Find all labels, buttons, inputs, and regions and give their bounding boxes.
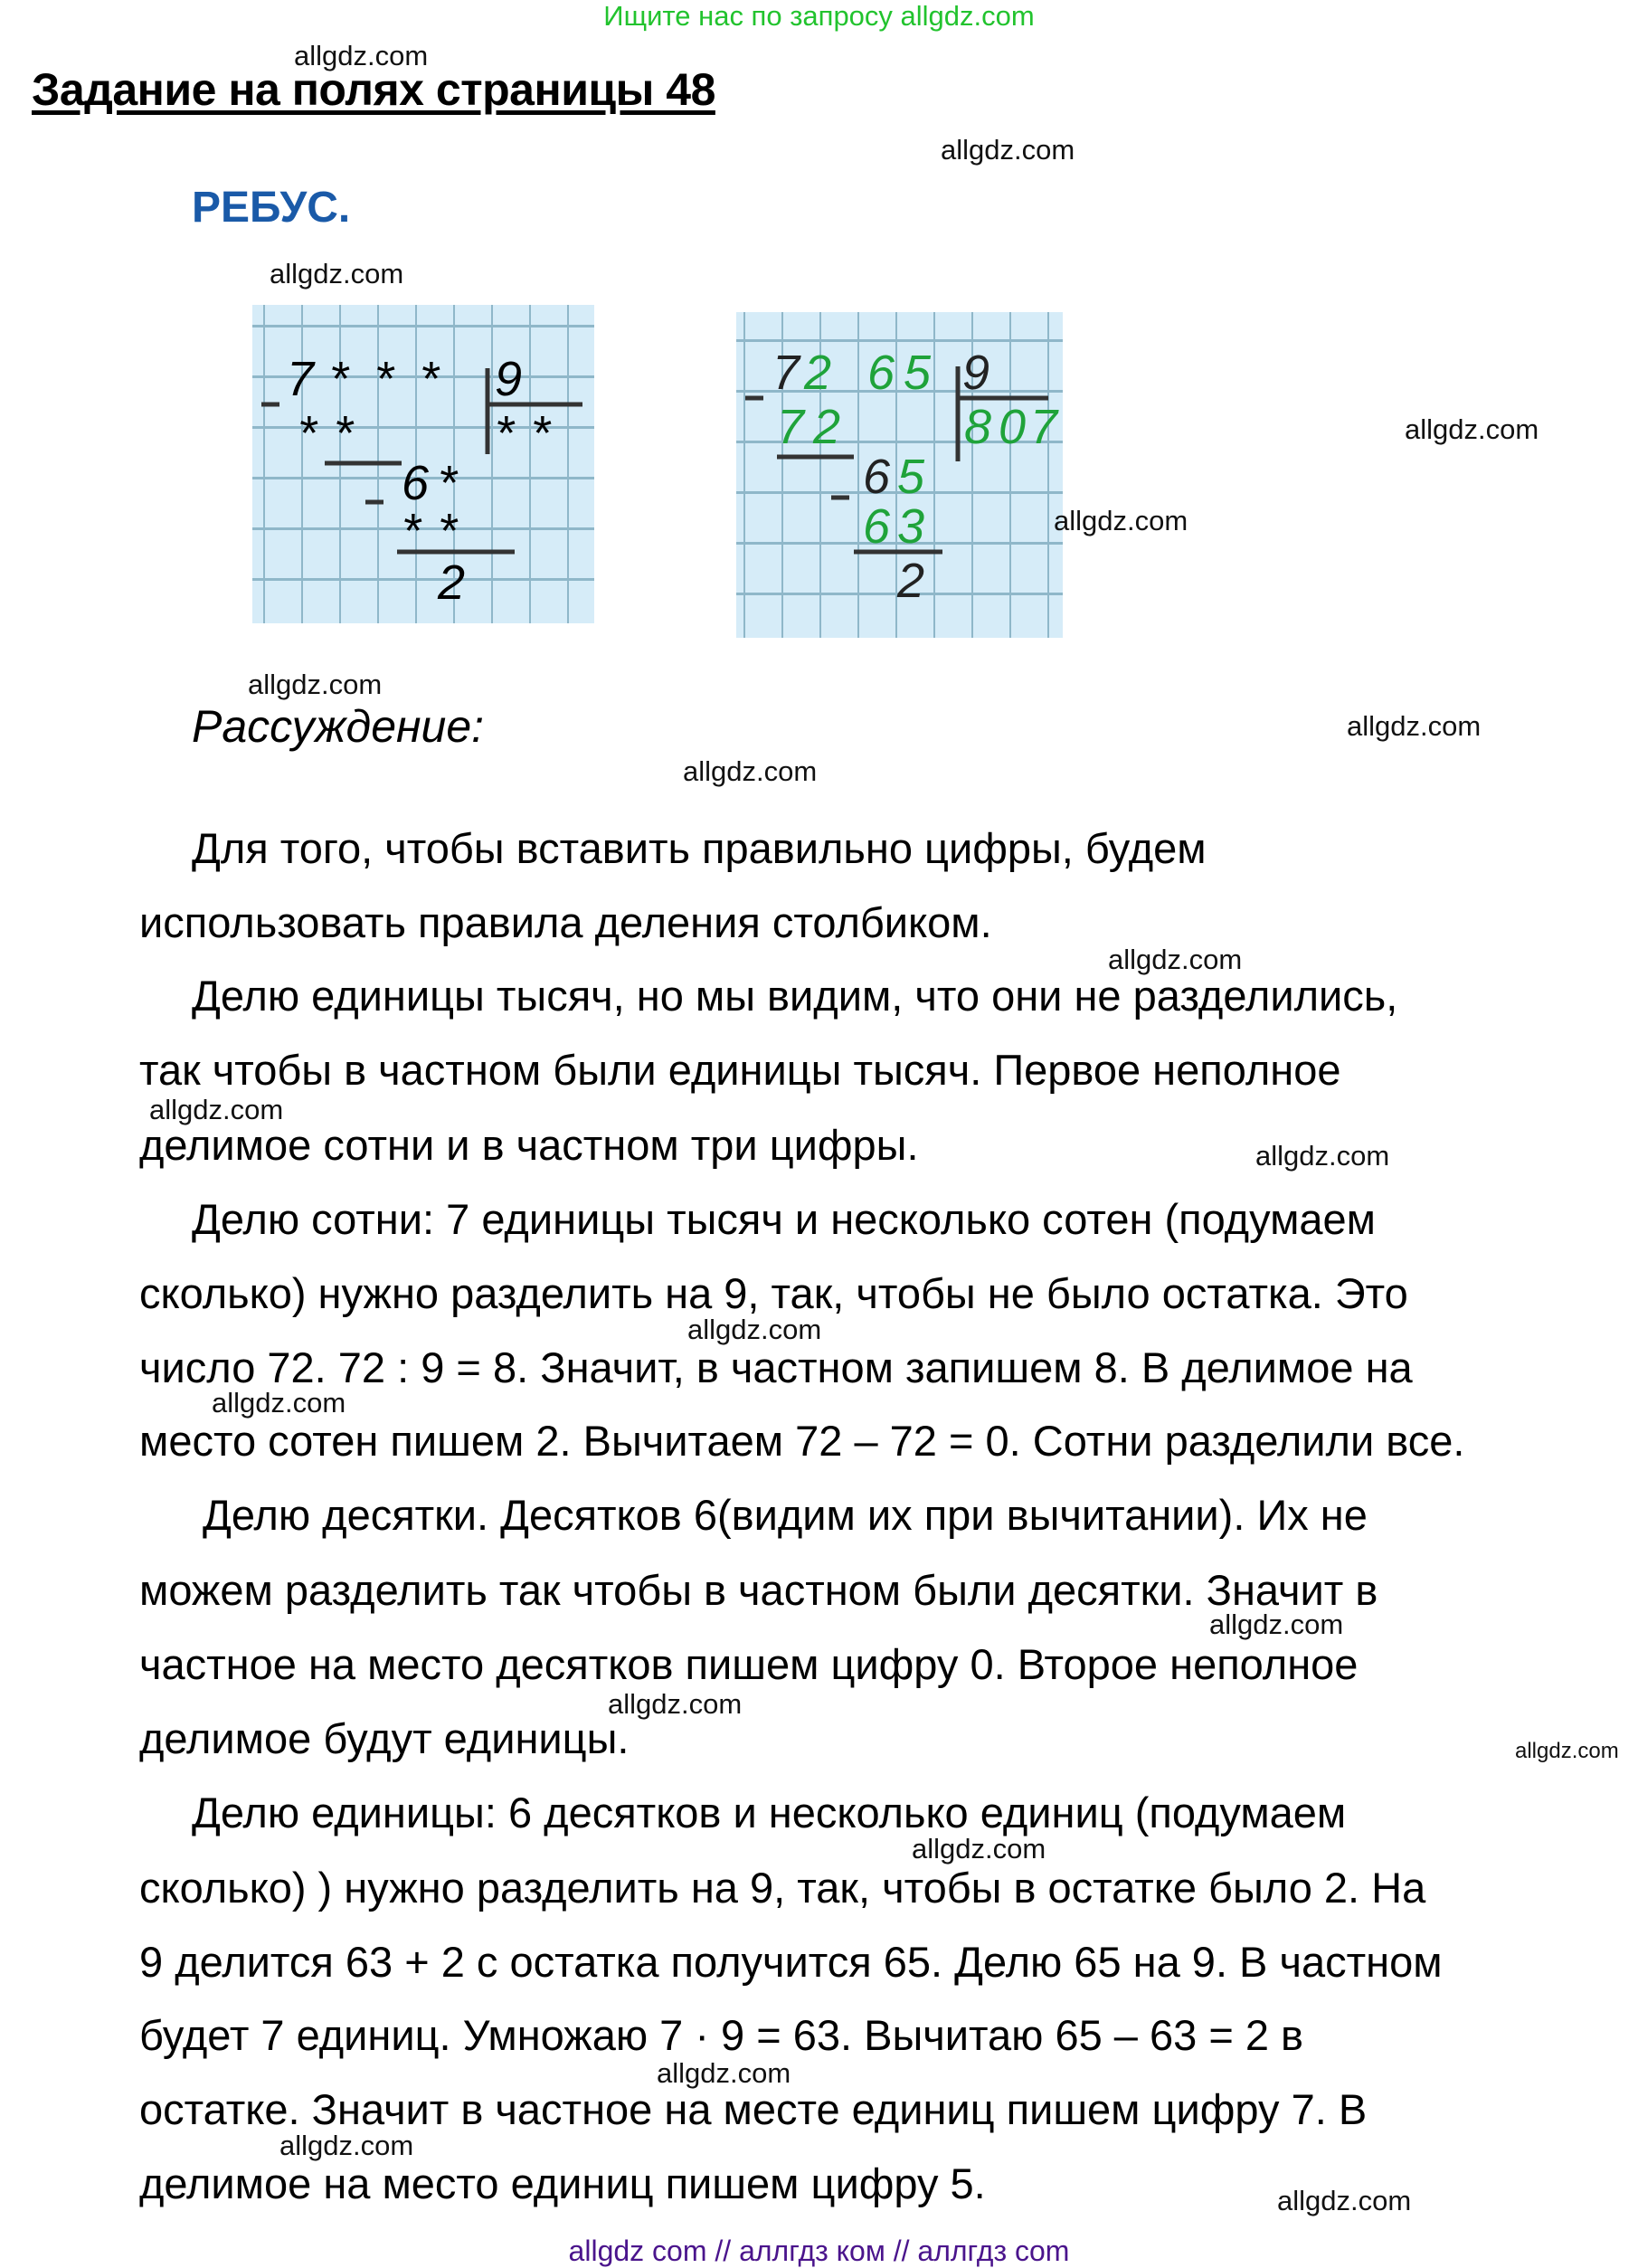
watermark: allgdz.com — [270, 258, 404, 289]
solution-image — [736, 312, 1063, 638]
watermark: allgdz.com — [279, 2130, 414, 2161]
solution-remainder: 2 — [897, 554, 925, 608]
watermark: allgdz.com — [1255, 1140, 1390, 1172]
watermark: allgdz.com — [1405, 413, 1539, 445]
puzzle-digit: * — [495, 406, 515, 460]
text-line: 9 делится 63 + 2 с остатка получится 65. Делю 65 на 9. В частном — [139, 1938, 1443, 1986]
puzzle-division — [252, 305, 594, 623]
solution-digit: 6 — [863, 499, 891, 554]
puzzle-digit: * — [402, 504, 421, 558]
solution-quotient-digit: 7 — [1030, 400, 1058, 454]
watermark: allgdz.com — [912, 1833, 1046, 1865]
solution-digit: 5 — [897, 450, 925, 504]
text-line: Для того, чтобы вставить правильно цифры, будем — [192, 824, 1207, 872]
solution-digit: 3 — [897, 499, 925, 554]
watermark: allgdz.com — [248, 669, 383, 700]
text-line: число 72. 72 : 9 = 8. Значит, в частном запишем 8. В делимое на — [139, 1343, 1413, 1391]
footer-links[interactable]: allgdz com // аллгдз ком // аллгдз com — [568, 2235, 1070, 2267]
watermark: allgdz.com — [149, 1094, 284, 1125]
watermark: allgdz.com — [1108, 944, 1243, 975]
watermark: allgdz.com — [941, 134, 1075, 166]
puzzle-digit: * — [329, 352, 349, 406]
watermark: allgdz.com — [212, 1387, 346, 1419]
solution-quotient-digit: 0 — [999, 400, 1027, 454]
watermark: allgdz.com — [608, 1688, 743, 1720]
reasoning-label: Рассуждение: — [192, 701, 485, 752]
text-line: использовать правила деления столбиком. — [139, 898, 992, 946]
watermark: allgdz.com — [1209, 1608, 1344, 1640]
watermark: allgdz.com — [657, 2057, 791, 2089]
watermark: allgdz.com — [1515, 1739, 1619, 1763]
text-line: делимое будут единицы. — [139, 1714, 630, 1762]
solution-digit: 7 — [772, 346, 800, 400]
puzzle-remainder: 2 — [438, 555, 466, 610]
watermark: allgdz.com — [683, 755, 818, 787]
watermark: allgdz.com — [687, 1314, 822, 1345]
text-line: Делю десятки. Десятков 6(видим их при вычитании). Их не — [203, 1491, 1368, 1539]
solution-digit: 6 — [867, 346, 895, 400]
puzzle-digit: * — [438, 456, 458, 510]
watermark: allgdz.com — [294, 40, 429, 71]
puzzle-image — [252, 305, 594, 623]
puzzle-digit: * — [531, 406, 551, 460]
text-line: сколько) нужно разделить на 9, так, чтобы не было остатка. Это — [139, 1269, 1408, 1317]
text-line: сколько) ) нужно разделить на 9, так, чтобы в остатке было 2. На — [139, 1864, 1426, 1912]
text-line: остатке. Значит в частное на месте единиц пишем цифру 7. В — [139, 2085, 1368, 2133]
search-banner[interactable]: Ищите нас по запросу allgdz.com — [603, 0, 1035, 32]
solution-digit: 2 — [804, 346, 832, 400]
solution-digit: 5 — [904, 346, 932, 400]
puzzle-digit: * — [334, 406, 354, 460]
text-line: так чтобы в частном были единицы тысяч. Первое неполное — [139, 1046, 1341, 1094]
text-line: место сотен пишем 2. Вычитаем 72 – 72 = 0. Сотни разделили все. — [139, 1417, 1465, 1465]
puzzle-digit: * — [374, 352, 394, 406]
puzzle-digit: * — [438, 504, 458, 558]
text-line: Делю сотни: 7 единицы тысяч и несколько сотен (подумаем — [192, 1195, 1376, 1243]
solution-division — [736, 312, 1063, 638]
watermark: allgdz.com — [1347, 710, 1482, 742]
text-line: Делю единицы: 6 десятков и несколько единиц (подумаем — [192, 1789, 1347, 1836]
text-line: частное на место десятков пишем цифру 0. Второе неполное — [139, 1640, 1359, 1688]
puzzle-digit: 6 — [402, 456, 430, 510]
page-title: Задание на полях страницы 48 — [32, 64, 715, 115]
text-line: Делю единицы тысяч, но мы видим, что они не разделились, — [192, 972, 1398, 1020]
solution-quotient-digit: 8 — [964, 400, 992, 454]
solution-digit: 7 — [777, 400, 805, 454]
text-line: делимое на место единиц пишем цифру 5. — [139, 2159, 986, 2207]
text-line: делимое сотни и в частном три цифры. — [139, 1121, 919, 1169]
puzzle-digit: * — [298, 406, 317, 460]
solution-divisor: 9 — [962, 346, 990, 400]
watermark: allgdz.com — [1277, 2185, 1412, 2216]
puzzle-digit: 7 — [287, 352, 315, 406]
puzzle-divisor: 9 — [495, 352, 523, 406]
watermark: allgdz.com — [1054, 505, 1188, 536]
text-line: можем разделить так чтобы в частном были десятки. Значит в — [139, 1566, 1378, 1614]
solution-digit: 2 — [813, 400, 841, 454]
solution-digit: 6 — [863, 450, 891, 504]
puzzle-digit: * — [420, 352, 440, 406]
section-heading: РЕБУС. — [192, 184, 351, 232]
solution-highlight — [772, 346, 1059, 608]
text-line: будет 7 единиц. Умножаю 7 · 9 = 63. Вычитаю 65 – 63 = 2 в — [139, 2011, 1304, 2059]
